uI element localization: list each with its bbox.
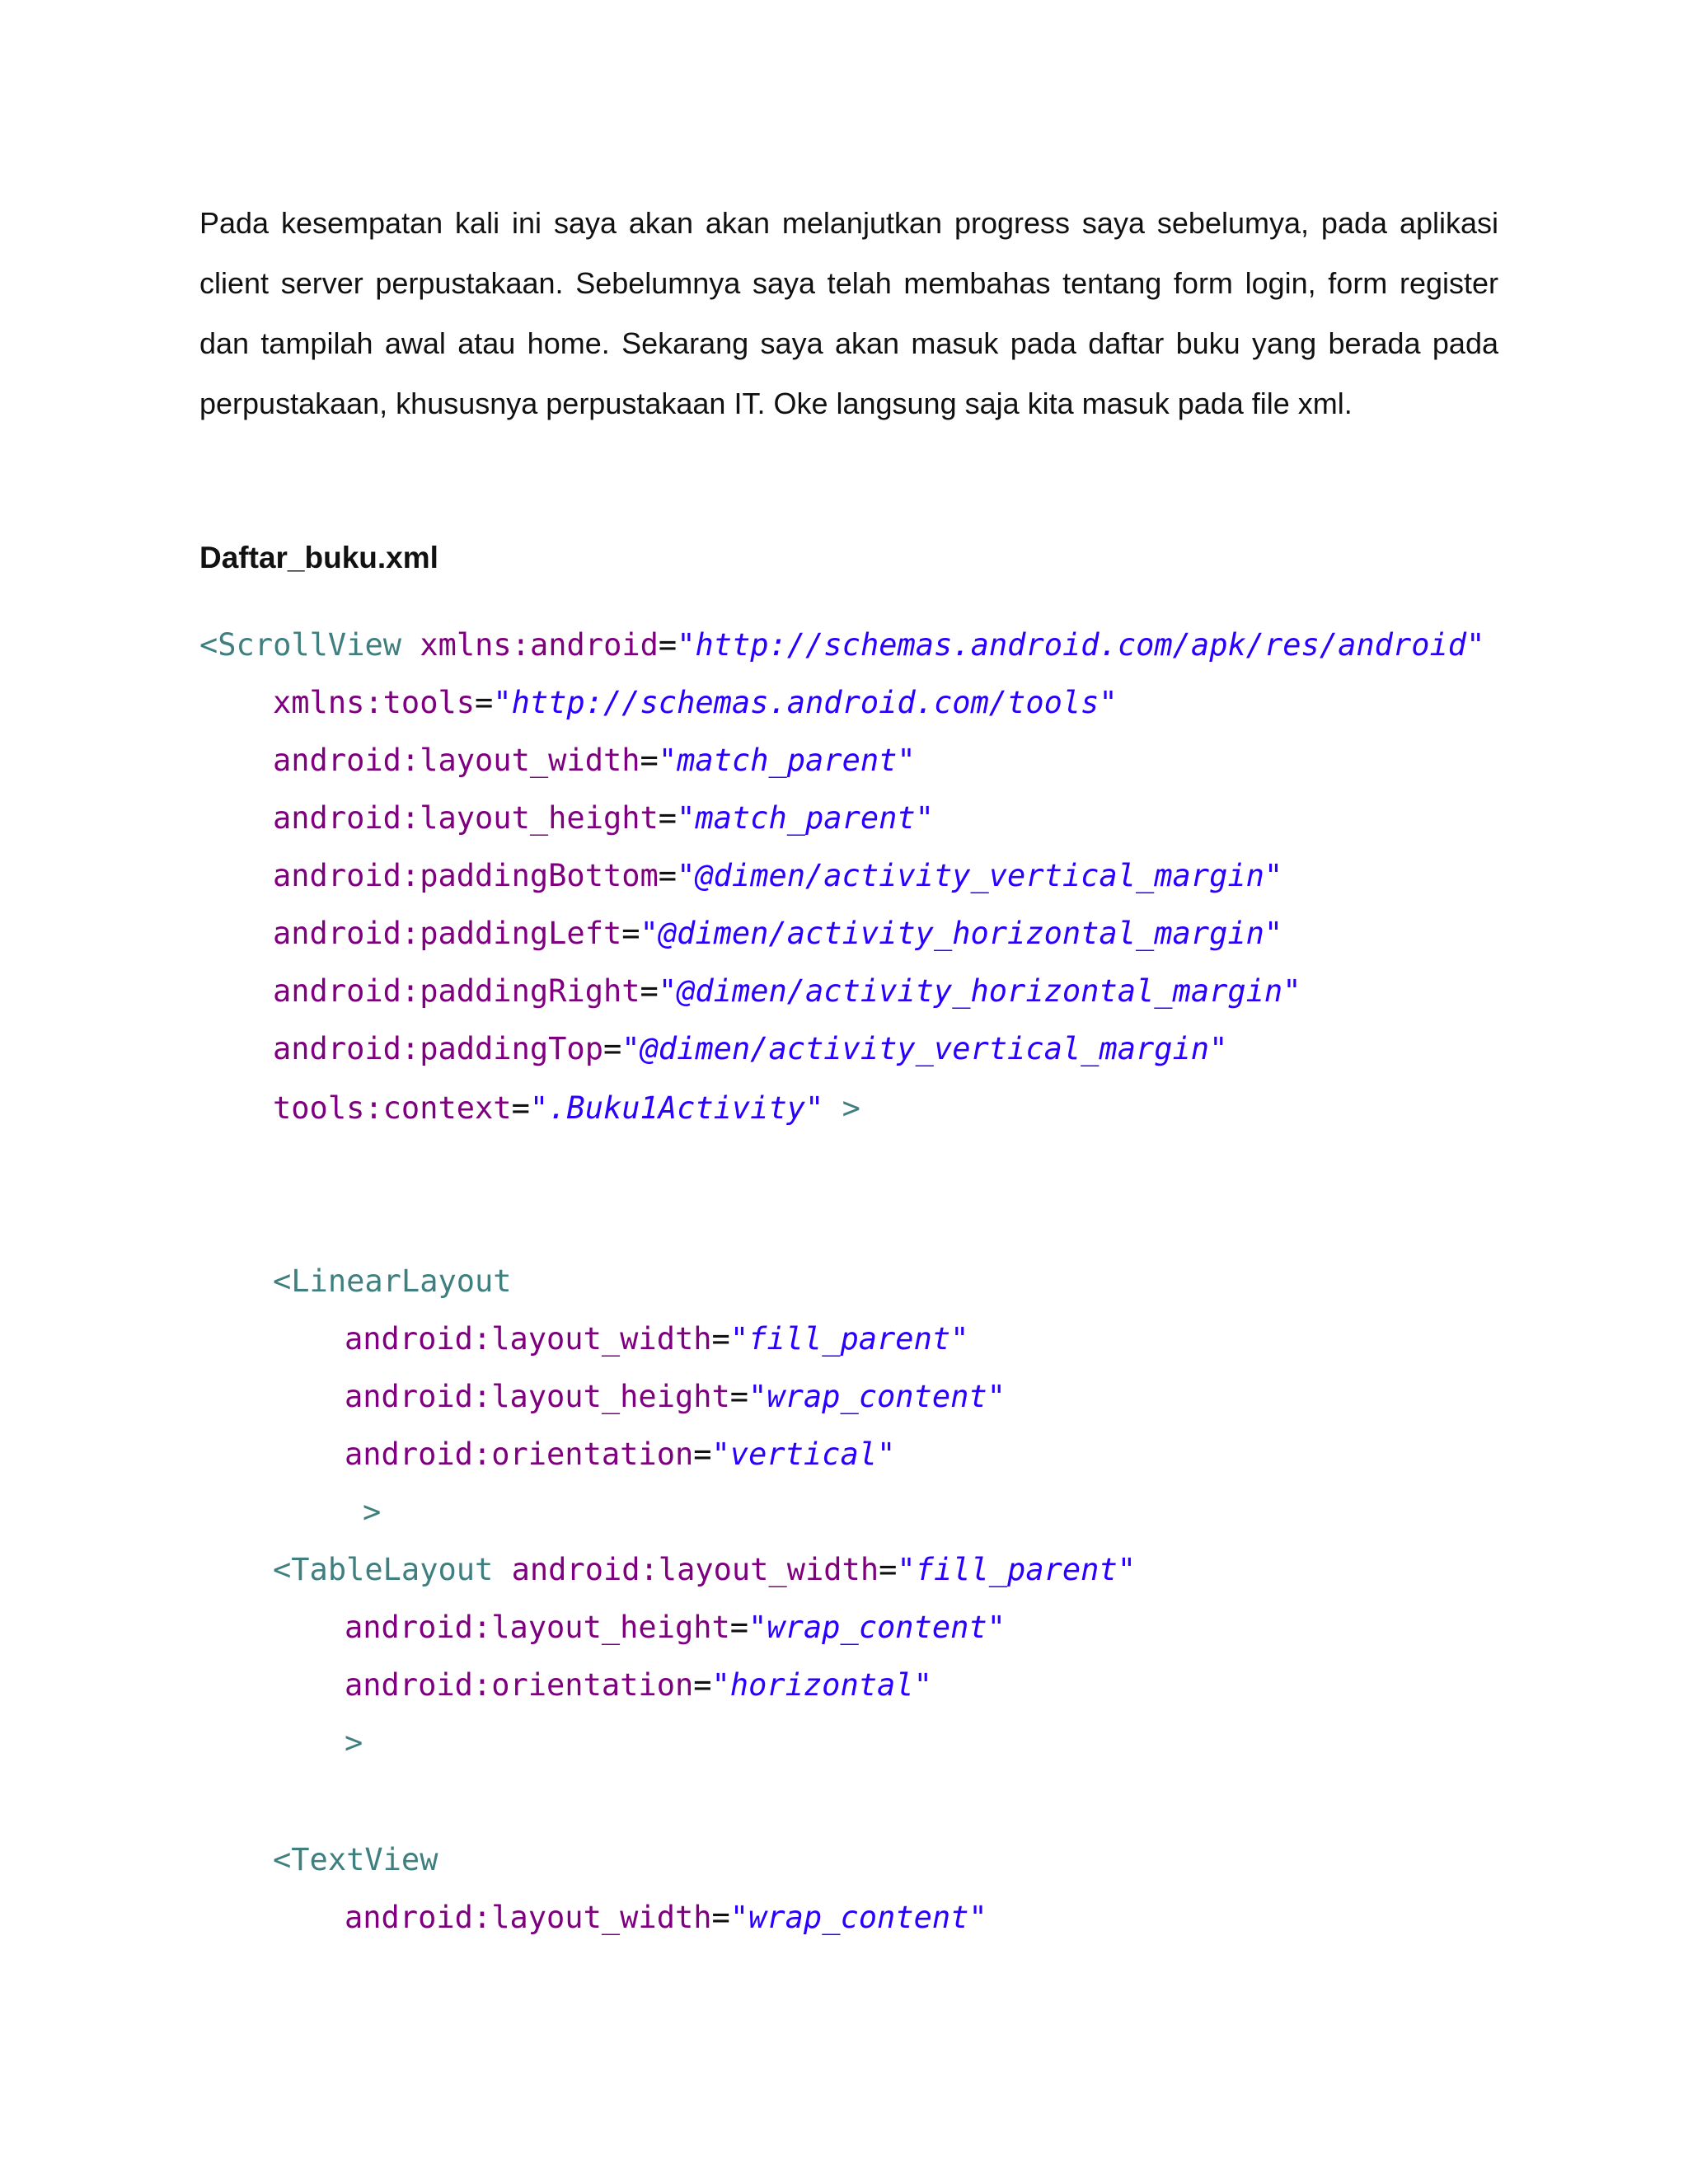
code-tag: <LinearLayout	[273, 1263, 512, 1299]
code-tag-close: >	[345, 1725, 363, 1760]
code-line	[273, 1090, 860, 1127]
code-value: "wrap_content"	[748, 1610, 1006, 1645]
code-equals: =	[879, 1552, 898, 1587]
code-value: "fill_parent"	[729, 1321, 969, 1357]
code-attr: xmlns:tools	[273, 685, 476, 720]
code-value: "@dimen/activity_horizontal_margin"	[658, 973, 1301, 1009]
code-attr: android:paddingLeft	[273, 916, 622, 951]
code-equals: =	[711, 1900, 730, 1935]
code-value: "@dimen/activity_vertical_margin"	[677, 858, 1283, 893]
code-value: "wrap_content"	[729, 1900, 987, 1935]
code-line	[345, 1666, 932, 1704]
code-value: "vertical"	[711, 1436, 896, 1472]
code-attr: android:paddingTop	[273, 1031, 603, 1066]
code-attr: android:layout_width	[511, 1552, 879, 1587]
code-value: "wrap_content"	[748, 1379, 1006, 1414]
code-value: "fill_parent"	[897, 1552, 1136, 1587]
code-equals: =	[729, 1610, 749, 1645]
code-line	[345, 1378, 1006, 1416]
code-value: ".Buku1Activity"	[529, 1090, 824, 1126]
code-equals: =	[603, 1031, 622, 1066]
code-line-textview-open	[273, 1841, 438, 1879]
code-equals: =	[658, 858, 678, 893]
code-line	[273, 915, 1282, 953]
code-attr: android:layout_width	[273, 743, 640, 778]
file-heading: Daftar_buku.xml	[199, 541, 438, 574]
code-equals: =	[658, 627, 678, 663]
code-equals: =	[729, 1379, 749, 1414]
code-attr: android:orientation	[345, 1667, 694, 1703]
code-tag: <TextView	[273, 1842, 438, 1877]
code-equals: =	[621, 916, 640, 951]
code-equals: =	[511, 1090, 530, 1126]
code-line-linearlayout-open	[273, 1263, 512, 1301]
code-tag-close: >	[363, 1494, 382, 1530]
code-attr: android:layout_height	[345, 1379, 730, 1414]
code-line	[273, 684, 1118, 722]
code-line-tablelayout-open	[273, 1551, 1136, 1589]
code-attr: tools:context	[273, 1090, 512, 1126]
code-line	[273, 799, 934, 837]
code-line	[363, 1493, 381, 1531]
code-value: "horizontal"	[711, 1667, 932, 1703]
code-line	[273, 1030, 1227, 1068]
code-tag: <ScrollView	[199, 627, 402, 663]
code-attr: android:paddingBottom	[273, 858, 659, 893]
code-equals: =	[693, 1436, 712, 1472]
code-attr: android:layout_height	[273, 800, 659, 836]
code-line	[345, 1320, 968, 1358]
code-attr: android:layout_width	[345, 1321, 712, 1357]
code-line-scrollview-open	[199, 626, 1484, 664]
code-equals: =	[640, 973, 659, 1009]
code-line	[273, 857, 1282, 895]
code-tag-close: >	[842, 1090, 860, 1126]
code-line	[345, 1436, 895, 1474]
code-tag: <TableLayout	[273, 1552, 494, 1587]
code-equals: =	[711, 1321, 730, 1357]
code-value: "@dimen/activity_horizontal_margin"	[640, 916, 1283, 951]
code-equals: =	[475, 685, 494, 720]
code-line	[345, 1609, 1006, 1647]
code-attr: xmlns:android	[420, 627, 659, 663]
code-equals: =	[640, 743, 659, 778]
code-line	[273, 742, 916, 780]
code-line	[273, 972, 1301, 1010]
code-equals: =	[658, 800, 678, 836]
code-value: "@dimen/activity_vertical_margin"	[621, 1031, 1228, 1066]
code-value: "match_parent"	[677, 800, 934, 836]
code-value: "match_parent"	[658, 743, 916, 778]
code-line	[345, 1899, 987, 1937]
code-equals: =	[693, 1667, 712, 1703]
code-value: "http://schemas.android.com/apk/res/android"	[677, 627, 1485, 663]
code-attr: android:orientation	[345, 1436, 694, 1472]
code-attr: android:paddingRight	[273, 973, 640, 1009]
intro-paragraph: Pada kesempatan kali ini saya akan akan melanjutkan progress saya sebelumya, pada aplikasi client server perpustakaan. Sebelumnya saya telah membahas tentang form login, form register dan tampilah awal atau home. Sekarang saya akan masuk pada daftar buku yang berada pada perpustakaan, khususnya perpustakaan IT. Oke langsung saja kita masuk pada file xml.	[199, 206, 1498, 420]
code-attr: android:layout_height	[345, 1610, 730, 1645]
code-value: "http://schemas.android.com/tools"	[493, 685, 1118, 720]
code-attr: android:layout_width	[345, 1900, 712, 1935]
code-line	[345, 1724, 363, 1762]
